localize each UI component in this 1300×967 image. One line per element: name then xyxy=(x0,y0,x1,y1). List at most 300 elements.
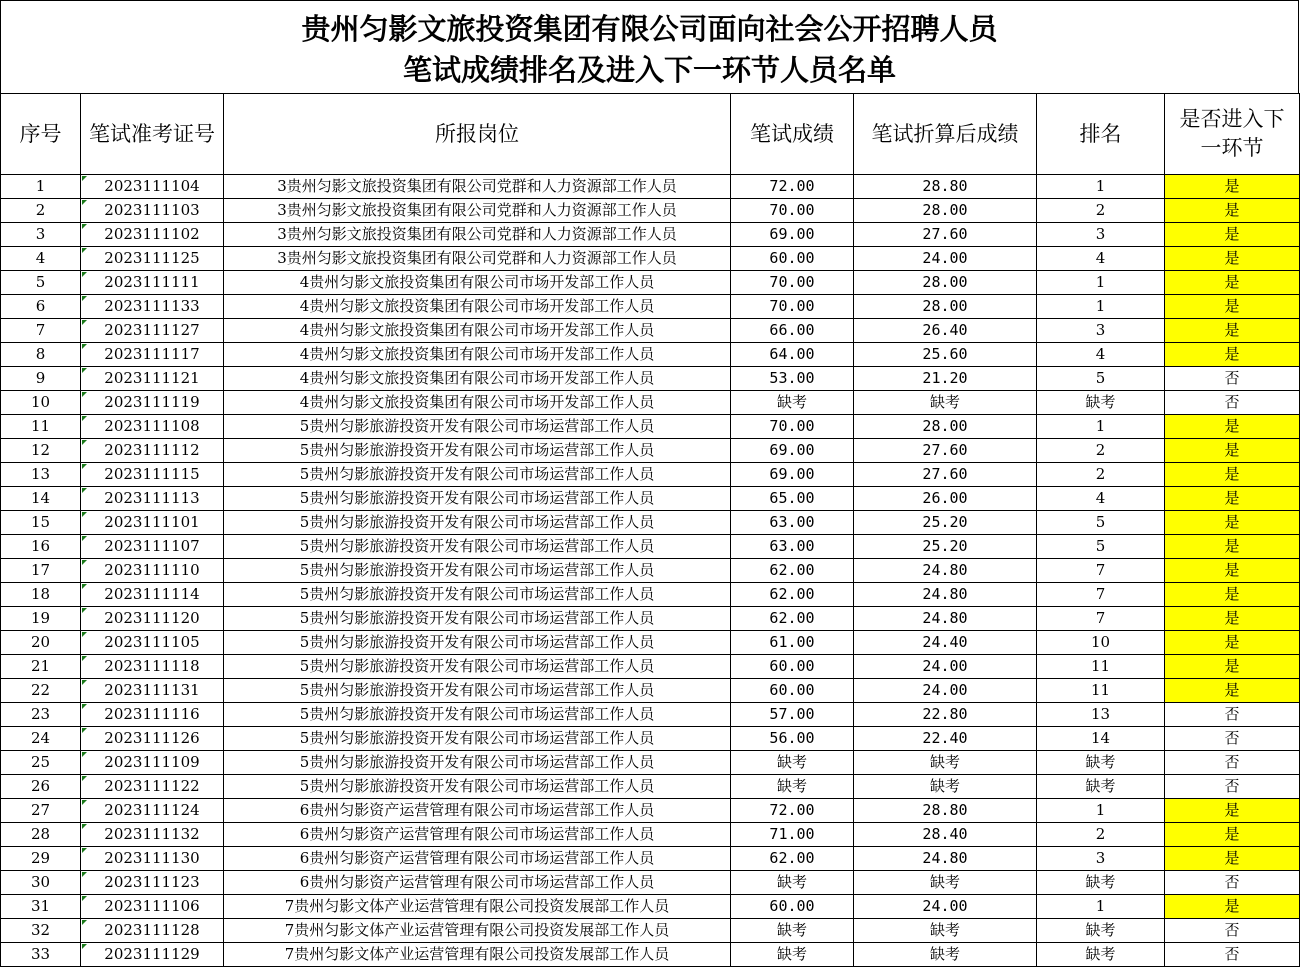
cell-advance[interactable] xyxy=(1165,247,1300,271)
cell-score[interactable] xyxy=(731,847,854,871)
cell-advance[interactable] xyxy=(1165,775,1300,799)
cell-position[interactable] xyxy=(224,751,731,775)
cell-advance-text: 是 xyxy=(1224,609,1240,627)
text-number-indicator xyxy=(82,272,87,277)
cell-advance-text: 是 xyxy=(1224,201,1240,219)
cell-seq[interactable] xyxy=(1,511,81,535)
cell-advance[interactable] xyxy=(1165,511,1300,535)
cell-exam-id[interactable] xyxy=(81,319,224,343)
cell-converted-score[interactable] xyxy=(854,559,1037,583)
cell-exam-id[interactable] xyxy=(81,367,224,391)
cell-exam-id[interactable] xyxy=(81,847,224,871)
cell-seq[interactable] xyxy=(1,463,81,487)
cell-advance[interactable] xyxy=(1165,535,1300,559)
header-position[interactable]: 所报岗位 xyxy=(224,94,731,175)
cell-converted-score[interactable] xyxy=(854,511,1037,535)
table-row xyxy=(1,823,1300,847)
cell-rank[interactable] xyxy=(1037,415,1165,439)
cell-position[interactable] xyxy=(224,655,731,679)
cell-converted-score[interactable] xyxy=(854,631,1037,655)
cell-advance[interactable] xyxy=(1165,799,1300,823)
cell-exam-id[interactable] xyxy=(81,607,224,631)
text-number-indicator xyxy=(82,464,87,469)
text-number-indicator xyxy=(82,560,87,565)
cell-advance[interactable] xyxy=(1165,679,1300,703)
cell-converted-score[interactable] xyxy=(854,175,1037,199)
cell-advance-text: 是 xyxy=(1224,513,1240,531)
cell-score[interactable] xyxy=(731,391,854,415)
cell-rank[interactable] xyxy=(1037,463,1165,487)
cell-advance[interactable] xyxy=(1165,391,1300,415)
cell-converted-score[interactable] xyxy=(854,343,1037,367)
cell-exam-id[interactable] xyxy=(81,487,224,511)
cell-rank[interactable] xyxy=(1037,295,1165,319)
header-exam-id[interactable]: 笔试准考证号 xyxy=(81,94,224,175)
cell-rank[interactable] xyxy=(1037,727,1165,751)
cell-rank[interactable] xyxy=(1037,655,1165,679)
table-row xyxy=(1,679,1300,703)
cell-advance[interactable] xyxy=(1165,655,1300,679)
cell-exam-id[interactable] xyxy=(81,415,224,439)
cell-position[interactable] xyxy=(224,583,731,607)
cell-seq[interactable] xyxy=(1,847,81,871)
cell-seq[interactable] xyxy=(1,919,81,943)
cell-converted-score[interactable] xyxy=(854,919,1037,943)
cell-rank[interactable] xyxy=(1037,343,1165,367)
cell-score[interactable] xyxy=(731,871,854,895)
cell-score[interactable] xyxy=(731,919,854,943)
cell-converted-score-text: 24.00 xyxy=(922,657,968,675)
cell-advance[interactable] xyxy=(1165,463,1300,487)
cell-converted-score[interactable] xyxy=(854,247,1037,271)
cell-converted-score[interactable] xyxy=(854,271,1037,295)
cell-rank[interactable] xyxy=(1037,487,1165,511)
cell-seq-text: 25 xyxy=(30,753,51,771)
cell-converted-score[interactable] xyxy=(854,895,1037,919)
cell-exam-id[interactable] xyxy=(81,343,224,367)
cell-position[interactable] xyxy=(224,199,731,223)
cell-converted-score-text: 21.20 xyxy=(922,369,968,387)
cell-converted-score[interactable] xyxy=(854,583,1037,607)
cell-rank[interactable] xyxy=(1037,223,1165,247)
cell-score[interactable] xyxy=(731,559,854,583)
cell-seq[interactable] xyxy=(1,631,81,655)
cell-rank[interactable] xyxy=(1037,439,1165,463)
cell-exam-id[interactable] xyxy=(81,199,224,223)
cell-rank[interactable] xyxy=(1037,175,1165,199)
cell-score[interactable] xyxy=(731,319,854,343)
cell-seq-text: 12 xyxy=(30,441,51,459)
cell-seq[interactable] xyxy=(1,583,81,607)
cell-converted-score-text: 缺考 xyxy=(929,945,960,963)
cell-rank[interactable] xyxy=(1037,271,1165,295)
cell-advance[interactable] xyxy=(1165,871,1300,895)
cell-seq[interactable] xyxy=(1,271,81,295)
header-rank[interactable]: 排名 xyxy=(1037,94,1165,175)
cell-score[interactable] xyxy=(731,295,854,319)
cell-score[interactable] xyxy=(731,679,854,703)
cell-exam-id[interactable] xyxy=(81,295,224,319)
cell-converted-score[interactable] xyxy=(854,775,1037,799)
cell-advance-text: 是 xyxy=(1224,345,1240,363)
cell-rank[interactable] xyxy=(1037,799,1165,823)
cell-position-text: 3贵州匀影文旅投资集团有限公司党群和人力资源部工作人员 xyxy=(277,249,677,267)
cell-position[interactable] xyxy=(224,439,731,463)
cell-exam-id[interactable] xyxy=(81,247,224,271)
cell-converted-score[interactable] xyxy=(854,319,1037,343)
cell-position[interactable] xyxy=(224,559,731,583)
cell-rank-text: 2 xyxy=(1095,825,1106,843)
cell-exam-id-text: 2023111133 xyxy=(104,297,200,315)
cell-advance-text: 否 xyxy=(1224,393,1240,411)
cell-score[interactable] xyxy=(731,607,854,631)
cell-converted-score[interactable] xyxy=(854,751,1037,775)
cell-converted-score[interactable] xyxy=(854,679,1037,703)
cell-score[interactable] xyxy=(731,175,854,199)
cell-rank[interactable] xyxy=(1037,535,1165,559)
cell-seq[interactable] xyxy=(1,559,81,583)
cell-advance-text: 否 xyxy=(1224,945,1240,963)
cell-score-text: 72.00 xyxy=(769,801,815,819)
cell-rank[interactable] xyxy=(1037,199,1165,223)
cell-converted-score[interactable] xyxy=(854,943,1037,967)
cell-position[interactable] xyxy=(224,343,731,367)
cell-score[interactable] xyxy=(731,703,854,727)
cell-position[interactable] xyxy=(224,919,731,943)
text-number-indicator xyxy=(82,848,87,853)
cell-rank-text: 4 xyxy=(1095,489,1106,507)
cell-advance[interactable] xyxy=(1165,559,1300,583)
cell-score-text: 缺考 xyxy=(776,393,807,411)
cell-score[interactable] xyxy=(731,439,854,463)
cell-position[interactable] xyxy=(224,799,731,823)
cell-converted-score[interactable] xyxy=(854,295,1037,319)
cell-exam-id[interactable] xyxy=(81,439,224,463)
cell-position[interactable] xyxy=(224,463,731,487)
cell-seq[interactable] xyxy=(1,799,81,823)
cell-converted-score[interactable] xyxy=(854,391,1037,415)
cell-seq[interactable] xyxy=(1,727,81,751)
cell-advance[interactable] xyxy=(1165,607,1300,631)
cell-converted-score-text: 24.00 xyxy=(922,681,968,699)
cell-score[interactable] xyxy=(731,223,854,247)
cell-rank[interactable] xyxy=(1037,583,1165,607)
cell-seq[interactable] xyxy=(1,175,81,199)
cell-score[interactable] xyxy=(731,799,854,823)
cell-advance[interactable] xyxy=(1165,583,1300,607)
cell-converted-score-text: 22.40 xyxy=(922,729,968,747)
cell-exam-id[interactable] xyxy=(81,895,224,919)
cell-exam-id[interactable] xyxy=(81,751,224,775)
cell-seq-text: 4 xyxy=(35,249,46,267)
cell-position[interactable] xyxy=(224,871,731,895)
cell-seq[interactable] xyxy=(1,391,81,415)
cell-position[interactable] xyxy=(224,823,731,847)
cell-converted-score[interactable] xyxy=(854,535,1037,559)
cell-advance[interactable] xyxy=(1165,703,1300,727)
cell-exam-id[interactable] xyxy=(81,223,224,247)
cell-advance[interactable] xyxy=(1165,919,1300,943)
cell-seq[interactable] xyxy=(1,487,81,511)
cell-position[interactable] xyxy=(224,223,731,247)
header-advance-line1: 是否进入下 xyxy=(1179,107,1285,131)
header-score[interactable]: 笔试成绩 xyxy=(731,94,854,175)
cell-rank-text: 7 xyxy=(1095,585,1106,603)
cell-rank[interactable] xyxy=(1037,319,1165,343)
cell-converted-score-text: 28.00 xyxy=(922,297,968,315)
cell-seq[interactable] xyxy=(1,199,81,223)
text-number-indicator xyxy=(82,224,87,229)
cell-advance[interactable] xyxy=(1165,487,1300,511)
cell-converted-score[interactable] xyxy=(854,463,1037,487)
cell-score-text: 63.00 xyxy=(769,537,815,555)
cell-seq[interactable] xyxy=(1,439,81,463)
cell-position[interactable] xyxy=(224,511,731,535)
cell-position-text: 4贵州匀影文旅投资集团有限公司市场开发部工作人员 xyxy=(299,321,655,339)
cell-rank[interactable] xyxy=(1037,367,1165,391)
cell-advance[interactable] xyxy=(1165,415,1300,439)
cell-exam-id[interactable] xyxy=(81,271,224,295)
cell-exam-id[interactable] xyxy=(81,535,224,559)
cell-converted-score[interactable] xyxy=(854,199,1037,223)
cell-seq[interactable] xyxy=(1,295,81,319)
cell-rank[interactable] xyxy=(1037,751,1165,775)
cell-seq[interactable] xyxy=(1,775,81,799)
cell-advance[interactable] xyxy=(1165,895,1300,919)
cell-rank[interactable] xyxy=(1037,391,1165,415)
cell-converted-score[interactable] xyxy=(854,847,1037,871)
cell-score[interactable] xyxy=(731,511,854,535)
cell-advance[interactable] xyxy=(1165,727,1300,751)
cell-score-text: 62.00 xyxy=(769,561,815,579)
table-row xyxy=(1,175,1300,199)
cell-position[interactable] xyxy=(224,679,731,703)
cell-converted-score[interactable] xyxy=(854,415,1037,439)
cell-converted-score[interactable] xyxy=(854,703,1037,727)
cell-rank-text: 3 xyxy=(1095,321,1106,339)
cell-exam-id[interactable] xyxy=(81,703,224,727)
cell-seq[interactable] xyxy=(1,823,81,847)
cell-converted-score[interactable] xyxy=(854,487,1037,511)
cell-position[interactable] xyxy=(224,775,731,799)
cell-position[interactable] xyxy=(224,535,731,559)
cell-seq[interactable] xyxy=(1,751,81,775)
cell-position[interactable] xyxy=(224,487,731,511)
cell-advance[interactable] xyxy=(1165,367,1300,391)
cell-score[interactable] xyxy=(731,943,854,967)
cell-advance[interactable] xyxy=(1165,223,1300,247)
cell-converted-score[interactable] xyxy=(854,367,1037,391)
cell-score[interactable] xyxy=(731,535,854,559)
cell-rank[interactable] xyxy=(1037,559,1165,583)
cell-seq[interactable] xyxy=(1,415,81,439)
cell-exam-id[interactable] xyxy=(81,799,224,823)
cell-exam-id-text: 2023111118 xyxy=(104,657,200,675)
cell-rank[interactable] xyxy=(1037,679,1165,703)
cell-rank[interactable] xyxy=(1037,943,1165,967)
cell-rank[interactable] xyxy=(1037,511,1165,535)
cell-advance-text: 否 xyxy=(1224,369,1240,387)
cell-score[interactable] xyxy=(731,583,854,607)
cell-exam-id-text: 2023111120 xyxy=(104,609,200,627)
table-row xyxy=(1,799,1300,823)
cell-position[interactable] xyxy=(224,943,731,967)
cell-advance-text: 是 xyxy=(1224,465,1240,483)
cell-converted-score[interactable] xyxy=(854,823,1037,847)
cell-exam-id[interactable] xyxy=(81,631,224,655)
cell-exam-id[interactable] xyxy=(81,871,224,895)
cell-position[interactable] xyxy=(224,415,731,439)
text-number-indicator xyxy=(82,824,87,829)
cell-position[interactable] xyxy=(224,391,731,415)
cell-exam-id[interactable] xyxy=(81,679,224,703)
cell-seq[interactable] xyxy=(1,703,81,727)
cell-score[interactable] xyxy=(731,775,854,799)
cell-converted-score[interactable] xyxy=(854,871,1037,895)
cell-converted-score-text: 28.80 xyxy=(922,801,968,819)
cell-advance[interactable] xyxy=(1165,439,1300,463)
cell-exam-id[interactable] xyxy=(81,727,224,751)
cell-score-text: 69.00 xyxy=(769,441,815,459)
cell-converted-score[interactable] xyxy=(854,727,1037,751)
cell-advance-text: 是 xyxy=(1224,177,1240,195)
cell-score[interactable] xyxy=(731,655,854,679)
cell-advance[interactable] xyxy=(1165,319,1300,343)
cell-rank[interactable] xyxy=(1037,703,1165,727)
cell-seq[interactable] xyxy=(1,679,81,703)
cell-exam-id[interactable] xyxy=(81,823,224,847)
cell-score[interactable] xyxy=(731,751,854,775)
cell-exam-id[interactable] xyxy=(81,463,224,487)
cell-score[interactable] xyxy=(731,727,854,751)
cell-seq[interactable] xyxy=(1,535,81,559)
text-number-indicator xyxy=(82,608,87,613)
cell-position[interactable] xyxy=(224,367,731,391)
cell-advance[interactable] xyxy=(1165,751,1300,775)
cell-exam-id-text: 2023111109 xyxy=(104,753,200,771)
cell-rank[interactable] xyxy=(1037,247,1165,271)
cell-advance[interactable] xyxy=(1165,271,1300,295)
cell-advance[interactable] xyxy=(1165,943,1300,967)
cell-score[interactable] xyxy=(731,367,854,391)
cell-score[interactable] xyxy=(731,415,854,439)
text-number-indicator xyxy=(82,872,87,877)
cell-seq[interactable] xyxy=(1,871,81,895)
cell-seq[interactable] xyxy=(1,607,81,631)
cell-score-text: 60.00 xyxy=(769,897,815,915)
header-converted-score[interactable]: 笔试折算后成绩 xyxy=(854,94,1037,175)
cell-position[interactable] xyxy=(224,271,731,295)
cell-score[interactable] xyxy=(731,247,854,271)
title-block[interactable] xyxy=(0,0,1299,93)
cell-rank[interactable] xyxy=(1037,871,1165,895)
cell-converted-score[interactable] xyxy=(854,799,1037,823)
table-row xyxy=(1,727,1300,751)
cell-exam-id[interactable] xyxy=(81,175,224,199)
cell-exam-id[interactable] xyxy=(81,583,224,607)
cell-seq-text: 16 xyxy=(30,537,51,555)
cell-exam-id-text: 2023111121 xyxy=(104,369,200,387)
cell-score[interactable] xyxy=(731,631,854,655)
cell-score[interactable] xyxy=(731,343,854,367)
header-seq[interactable]: 序号 xyxy=(1,94,81,175)
cell-advance[interactable] xyxy=(1165,631,1300,655)
cell-converted-score[interactable] xyxy=(854,607,1037,631)
cell-exam-id[interactable] xyxy=(81,655,224,679)
cell-position[interactable] xyxy=(224,895,731,919)
cell-exam-id[interactable] xyxy=(81,559,224,583)
cell-score[interactable] xyxy=(731,199,854,223)
cell-seq[interactable] xyxy=(1,895,81,919)
cell-advance[interactable] xyxy=(1165,199,1300,223)
cell-score[interactable] xyxy=(731,463,854,487)
cell-advance[interactable] xyxy=(1165,175,1300,199)
cell-score[interactable] xyxy=(731,487,854,511)
cell-exam-id-text: 2023111106 xyxy=(104,897,200,915)
cell-seq[interactable] xyxy=(1,319,81,343)
cell-exam-id[interactable] xyxy=(81,391,224,415)
cell-rank[interactable] xyxy=(1037,847,1165,871)
cell-converted-score-text: 缺考 xyxy=(929,873,960,891)
text-number-indicator xyxy=(82,752,87,757)
cell-position[interactable] xyxy=(224,319,731,343)
cell-rank[interactable] xyxy=(1037,919,1165,943)
cell-seq[interactable] xyxy=(1,367,81,391)
cell-advance-text: 是 xyxy=(1224,273,1240,291)
header-advance[interactable] xyxy=(1165,94,1300,175)
cell-position[interactable] xyxy=(224,631,731,655)
cell-converted-score[interactable] xyxy=(854,223,1037,247)
table-row xyxy=(1,439,1300,463)
cell-score[interactable] xyxy=(731,823,854,847)
cell-rank[interactable] xyxy=(1037,895,1165,919)
cell-advance[interactable] xyxy=(1165,343,1300,367)
cell-rank[interactable] xyxy=(1037,823,1165,847)
cell-position[interactable] xyxy=(224,607,731,631)
cell-position[interactable] xyxy=(224,175,731,199)
cell-converted-score[interactable] xyxy=(854,439,1037,463)
cell-seq[interactable] xyxy=(1,655,81,679)
cell-position[interactable] xyxy=(224,295,731,319)
cell-advance[interactable] xyxy=(1165,295,1300,319)
cell-position[interactable] xyxy=(224,247,731,271)
cell-seq[interactable] xyxy=(1,247,81,271)
cell-seq[interactable] xyxy=(1,343,81,367)
cell-converted-score[interactable] xyxy=(854,655,1037,679)
cell-exam-id[interactable] xyxy=(81,943,224,967)
cell-position[interactable] xyxy=(224,703,731,727)
cell-position[interactable] xyxy=(224,847,731,871)
cell-exam-id[interactable] xyxy=(81,919,224,943)
cell-converted-score-text: 24.80 xyxy=(922,585,968,603)
cell-seq[interactable] xyxy=(1,223,81,247)
cell-rank[interactable] xyxy=(1037,631,1165,655)
cell-seq-text: 22 xyxy=(30,681,51,699)
cell-exam-id[interactable] xyxy=(81,775,224,799)
cell-advance[interactable] xyxy=(1165,847,1300,871)
cell-rank-text: 4 xyxy=(1095,345,1106,363)
cell-exam-id[interactable] xyxy=(81,511,224,535)
cell-rank-text: 1 xyxy=(1095,897,1106,915)
cell-converted-score-text: 24.40 xyxy=(922,633,968,651)
cell-seq[interactable] xyxy=(1,943,81,967)
cell-score[interactable] xyxy=(731,895,854,919)
cell-rank[interactable] xyxy=(1037,775,1165,799)
cell-score[interactable] xyxy=(731,271,854,295)
cell-advance[interactable] xyxy=(1165,823,1300,847)
cell-rank[interactable] xyxy=(1037,607,1165,631)
cell-position[interactable] xyxy=(224,727,731,751)
